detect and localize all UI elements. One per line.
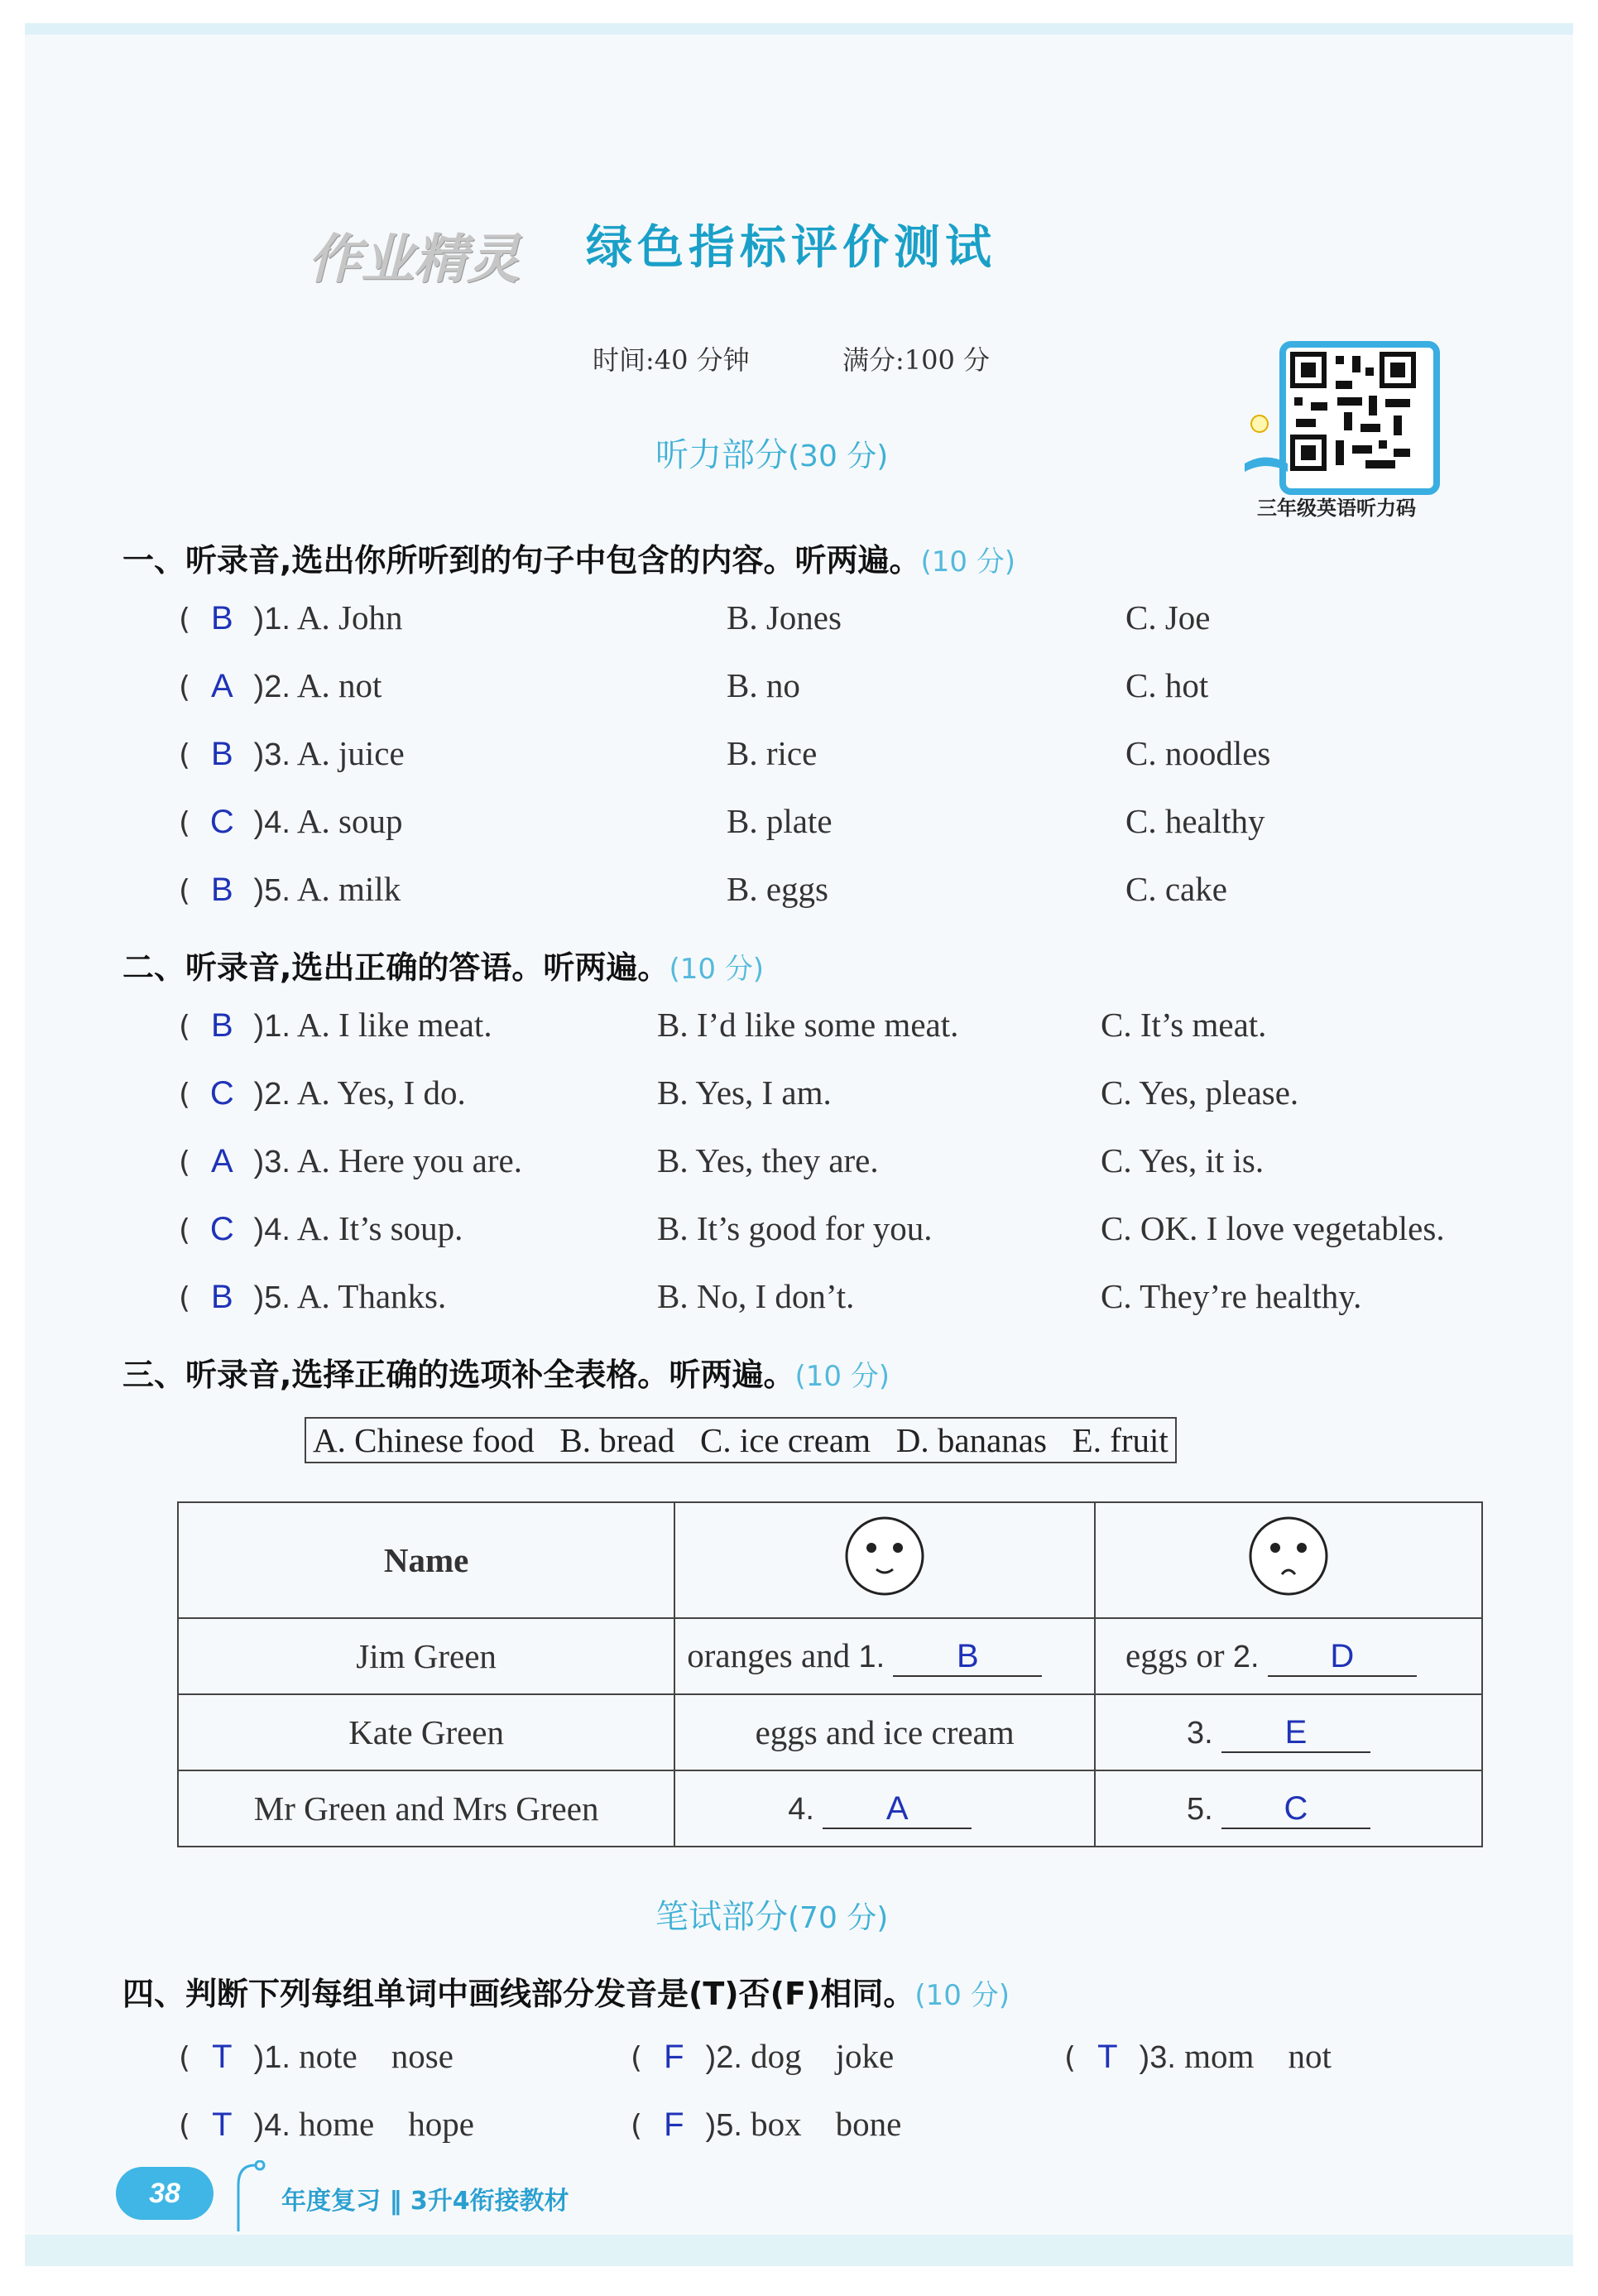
option-a: A. not (296, 666, 382, 704)
q4-score: (10 分) (914, 1979, 1010, 2012)
q1-heading (122, 535, 1015, 580)
row-name: Kate Green (178, 1694, 674, 1770)
footer-bracket-icon (222, 2160, 271, 2235)
header-like (674, 1502, 1095, 1618)
option-a: A. Here you are. (296, 1141, 522, 1179)
q1-item: ( B )3. A. juice (179, 734, 405, 772)
answer-blank[interactable]: E (1221, 1714, 1370, 1753)
answer-mark[interactable]: T (212, 2106, 233, 2143)
answer-mark[interactable]: C (209, 804, 234, 840)
item-number: )2. (253, 670, 290, 704)
like-text: eggs and ice cream (674, 1694, 1095, 1770)
word-2: bone (835, 2105, 902, 2143)
row-like (674, 1770, 1095, 1847)
item-number: )4. (253, 1213, 290, 1247)
table-row (178, 1694, 1482, 1770)
dislike-text: eggs or (1125, 1636, 1225, 1674)
item-number: )5. (705, 2108, 742, 2143)
word-1: home (299, 2105, 375, 2143)
answer-mark[interactable]: C (209, 1211, 234, 1247)
qr-label: 三年级英语听力码 (1257, 497, 1416, 520)
option-b: B. eggs (727, 870, 828, 908)
option-b: B. Yes, they are. (657, 1141, 879, 1179)
table-row (178, 1770, 1482, 1847)
blank-number: 1. (858, 1640, 885, 1674)
item-number: )4. (253, 805, 290, 840)
sad-face-icon (1247, 1515, 1330, 1597)
row-name: Mr Green and Mrs Green (178, 1770, 674, 1847)
answer-mark[interactable]: C (209, 1075, 234, 1112)
option-c: C. cake (1125, 870, 1227, 908)
option-a: A. soup (296, 802, 403, 840)
row-dislike (1095, 1618, 1482, 1694)
answer-mark[interactable]: A (210, 1143, 233, 1179)
answer-mark[interactable]: B (210, 736, 233, 772)
blank-number: 2. (1232, 1640, 1260, 1674)
smiley-face-icon (843, 1515, 926, 1597)
option-c: C. noodles (1125, 734, 1271, 772)
q2-item: ( B )1. A. I like meat. (179, 1006, 492, 1044)
answer-mark[interactable]: B (210, 600, 233, 636)
item-number: )2. (705, 2040, 742, 2075)
q1-heading-text: 一、听录音,选出你所听到的句子中包含的内容。听两遍。 (122, 542, 921, 579)
qr-code[interactable] (1279, 341, 1440, 495)
answer-mark[interactable]: A (210, 668, 233, 704)
full-score: 满分:100 分 (842, 344, 991, 376)
listening-score: (30 分) (788, 440, 889, 473)
option-a: A. Yes, I do. (296, 1074, 466, 1112)
item-number: )5. (253, 873, 290, 908)
bottom-border (25, 2235, 1573, 2266)
table-header-row (178, 1502, 1482, 1618)
row-dislike (1095, 1694, 1482, 1770)
watermark: 作业精灵 (308, 229, 520, 291)
page-number: 38 (116, 2167, 214, 2220)
option-b: B. rice (727, 734, 818, 772)
q2-item: ( C )4. A. It’s soup. (179, 1209, 463, 1247)
item-number: )5. (253, 1280, 290, 1315)
q4-item: ( T )4. home hope (179, 2105, 474, 2143)
row-like (674, 1618, 1095, 1694)
listening-label: 听力部分 (655, 436, 788, 474)
item-number: )3. (253, 1145, 290, 1179)
word-1: dog (751, 2037, 802, 2075)
answer-mark[interactable]: B (210, 1279, 233, 1315)
answer-mark[interactable]: B (210, 872, 233, 908)
option-b: B. plate (727, 802, 833, 840)
lightbulb-icon (1241, 406, 1291, 480)
word-2: not (1288, 2037, 1332, 2075)
word-1: box (751, 2105, 802, 2143)
word-1: note (299, 2037, 358, 2075)
writing-label: 笔试部分 (655, 1898, 788, 1936)
page-title: 绿色指标评价测试 (586, 221, 996, 275)
q3-heading-text: 三、听录音,选择正确的选项补全表格。听两遍。 (122, 1357, 795, 1393)
q4-item: ( F )2. dog joke (631, 2037, 895, 2075)
option-c: C. It’s meat. (1101, 1006, 1267, 1044)
option-c: C. hot (1125, 666, 1209, 704)
answer-blank[interactable]: A (823, 1790, 972, 1829)
q4-heading (122, 1968, 1010, 2014)
listening-section-heading (655, 429, 888, 476)
blank-number: 3. (1187, 1716, 1213, 1751)
qr-code-icon (1286, 348, 1420, 475)
q3-score: (10 分) (794, 1360, 890, 1393)
item-number: )4. (253, 2108, 290, 2143)
q2-heading (122, 942, 764, 987)
option-b: B. It’s good for you. (657, 1209, 933, 1247)
writing-section-heading (655, 1890, 888, 1938)
answer-blank[interactable]: B (893, 1638, 1042, 1677)
q2-item: ( C )2. A. Yes, I do. (179, 1074, 466, 1112)
q3-table (177, 1501, 1483, 1847)
q2-score: (10 分) (669, 953, 765, 986)
q4-item: ( T )1. note nose (179, 2037, 453, 2075)
row-name: Jim Green (178, 1618, 674, 1694)
q1-item: ( B )5. A. milk (179, 870, 401, 908)
option-a: A. milk (296, 870, 401, 908)
q1-item: ( A )2. A. not (179, 666, 382, 704)
header-name: Name (178, 1502, 674, 1618)
option-c: C. Joe (1125, 598, 1211, 636)
table-row (178, 1618, 1482, 1694)
q3-heading (122, 1349, 890, 1395)
option-b: B. Yes, I am. (657, 1074, 832, 1112)
item-number: )3. (253, 737, 290, 772)
option-b: B. No, I don’t. (657, 1277, 855, 1315)
blank-number: 4. (788, 1792, 814, 1827)
answer-mark[interactable]: F (664, 2039, 684, 2075)
answer-mark[interactable]: F (664, 2106, 684, 2143)
option-a: A. I like meat. (296, 1006, 492, 1044)
option-c: C. Yes, it is. (1101, 1141, 1264, 1179)
header-dislike (1095, 1502, 1482, 1618)
time-limit: 时间:40 分钟 (593, 344, 750, 376)
answer-blank[interactable]: C (1221, 1790, 1370, 1829)
q1-item: ( B )1. A. John (179, 598, 403, 636)
row-dislike (1095, 1770, 1482, 1847)
option-c: C. healthy (1125, 802, 1265, 840)
option-c: C. They’re healthy. (1101, 1277, 1362, 1315)
answer-mark[interactable]: B (210, 1007, 233, 1044)
word-2: hope (408, 2105, 474, 2143)
option-a: A. John (296, 598, 403, 636)
word-2: nose (391, 2037, 453, 2075)
option-b: B. no (727, 666, 800, 704)
footer-text: 年度复习 ‖ 3升4衔接教材 (281, 2187, 569, 2216)
blank-number: 5. (1187, 1792, 1213, 1827)
q4-item: ( T )3. mom not (1064, 2037, 1332, 2075)
q2-item: ( B )5. A. Thanks. (179, 1277, 447, 1315)
item-number: )1. (253, 2040, 290, 2075)
word-2: joke (835, 2037, 895, 2075)
item-number: )2. (253, 1077, 290, 1112)
option-a: A. Thanks. (296, 1277, 447, 1315)
option-c: C. OK. I love vegetables. (1101, 1209, 1445, 1247)
option-c: C. Yes, please. (1101, 1074, 1299, 1112)
top-border (25, 23, 1573, 35)
option-b: B. I’d like some meat. (657, 1006, 959, 1044)
word-1: mom (1184, 2037, 1255, 2075)
option-a: A. It’s soup. (296, 1209, 463, 1247)
item-number: )1. (253, 1009, 290, 1044)
like-text: oranges and (687, 1636, 851, 1674)
option-b: B. Jones (727, 598, 842, 636)
q1-item: ( C )4. A. soup (179, 802, 403, 840)
option-a: A. juice (296, 734, 405, 772)
answer-blank[interactable]: D (1268, 1638, 1417, 1677)
item-number: )1. (253, 602, 290, 636)
answer-mark[interactable]: T (1097, 2039, 1118, 2075)
answer-mark[interactable]: T (212, 2039, 233, 2075)
q4-heading-text: 四、判断下列每组单词中画线部分发音是(T)否(F)相同。 (122, 1976, 915, 2012)
item-number: )3. (1139, 2040, 1176, 2075)
q2-item: ( A )3. A. Here you are. (179, 1141, 522, 1179)
q2-heading-text: 二、听录音,选出正确的答语。听两遍。 (122, 949, 669, 986)
q3-option-box: A. Chinese food B. bread C. ice cream D. bananas E. fruit (305, 1417, 1177, 1463)
writing-score: (70 分) (788, 1901, 889, 1935)
q4-item: ( F )5. box bone (631, 2105, 902, 2143)
q1-score: (10 分) (920, 545, 1016, 579)
